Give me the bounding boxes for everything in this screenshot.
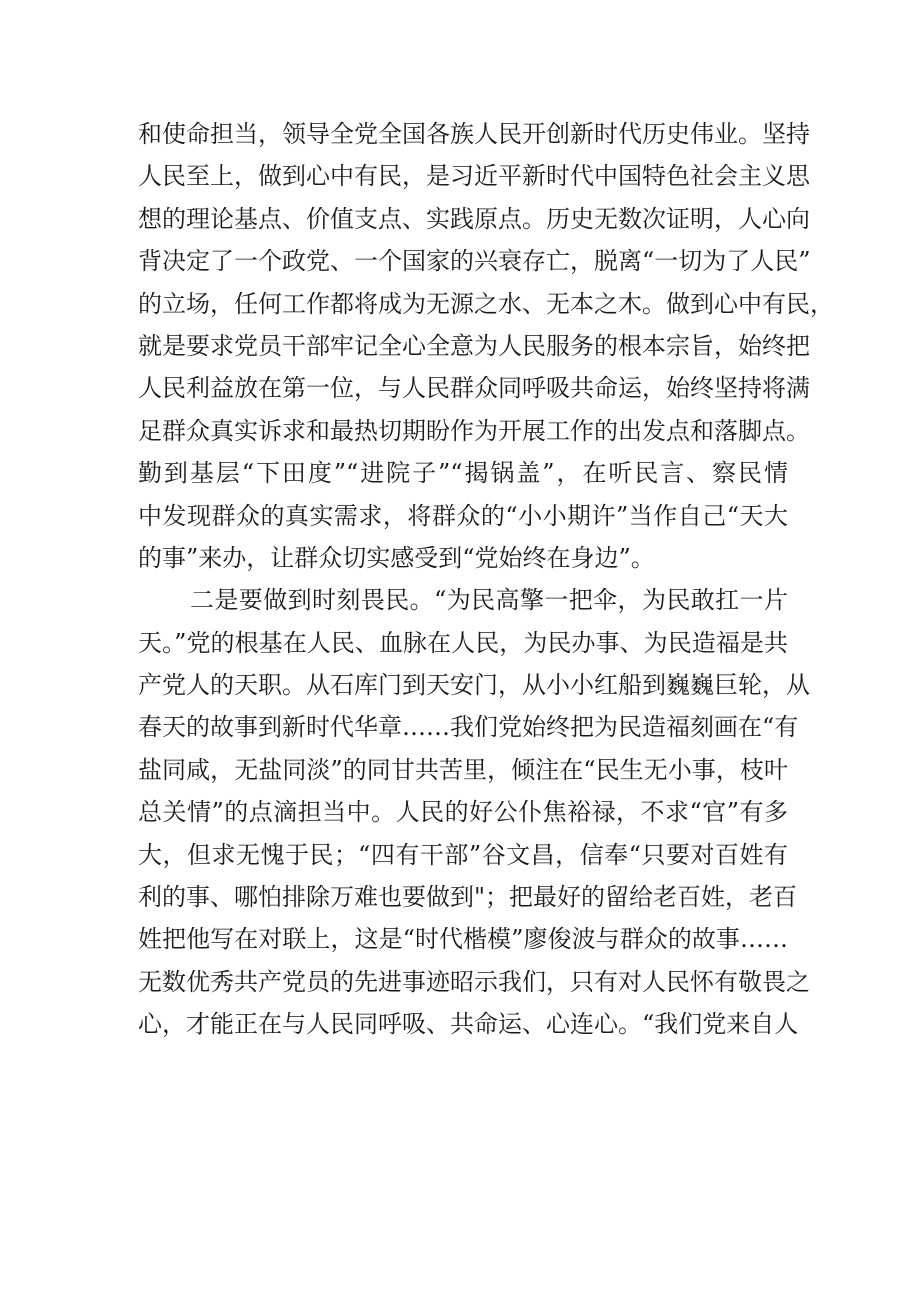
text-line-3: 想的理论基点、价值支点、实践原点。历史无数次证明，人心向 — [138, 204, 810, 233]
text-line-17: 总关情”的点滴担当中。人民的好公仆焦裕禄，不求“官”有多 — [138, 798, 788, 827]
text-line-16: 盐同咸，无盐同淡”的同甘共苦里，倾注在“民生无小事，枝叶 — [138, 755, 788, 784]
text-line-15: 春天的故事到新时代华章……我们党始终把为民造福刻画在“有 — [138, 713, 799, 742]
text-line-5: 的立场，任何工作都将成为无源之水、无本之木。做到心中有民， — [138, 289, 834, 318]
text-line-2: 人民至上，做到心中有民，是习近平新时代中国特色社会主义思 — [138, 162, 810, 191]
text-line-1: 和使命担当，领导全党全国各族人民开创新时代历史伟业。坚持 — [138, 120, 810, 148]
text-line-6: 就是要求党员干部牢记全心全意为人民服务的根本宗旨，始终把 — [138, 331, 810, 360]
text-line-13: 天。”党的根基在人民、血脉在人民，为民办事、为民造福是共 — [138, 628, 788, 657]
text-line-19: 利的事、哪怕排除万难也要做到"；把最好的留给老百姓，老百 — [138, 883, 798, 912]
text-line-9: 勤到基层“下田度”“进院子”“揭锅盖”，在听民言、察民情 — [138, 459, 788, 488]
text-line-11: 的事”来办，让群众切实感受到“党始终在身边”。 — [138, 543, 655, 572]
text-line-10: 中发现群众的真实需求，将群众的“小小期许”当作自己“天大 — [138, 501, 788, 530]
text-line-7: 人民利益放在第一位，与人民群众同呼吸共命运，始终坚持将满 — [138, 374, 810, 403]
body-text — [138, 113, 834, 1046]
text-line-8: 足群众真实诉求和最热切期盼作为开展工作的出发点和落脚点。 — [138, 416, 810, 445]
text-line-21: 无数优秀共产党员的先进事迹昭示我们，只有对人民怀有敬畏之 — [138, 967, 810, 996]
text-line-12: 二是要做到时刻畏民。“为民高擎一把伞，为民敢扛一片 — [190, 586, 788, 615]
text-line-4: 背决定了一个政党、一个国家的兴衰存亡，脱离“一切为了人民” — [138, 247, 811, 276]
text-line-20: 姓把他写在对联上，这是“时代楷模”廖俊波与群众的故事…… — [138, 925, 788, 954]
text-line-14: 产党人的天职。从石库门到天安门，从小小红船到巍巍巨轮，从 — [138, 671, 810, 700]
text-line-18: 大，但求无愧于民；“四有干部”谷文昌，信奉“只要对百姓有 — [138, 840, 788, 869]
text-line-22: 心，才能正在与人民同呼吸、共命运、心连心。“我们党来自人 — [138, 1010, 799, 1039]
